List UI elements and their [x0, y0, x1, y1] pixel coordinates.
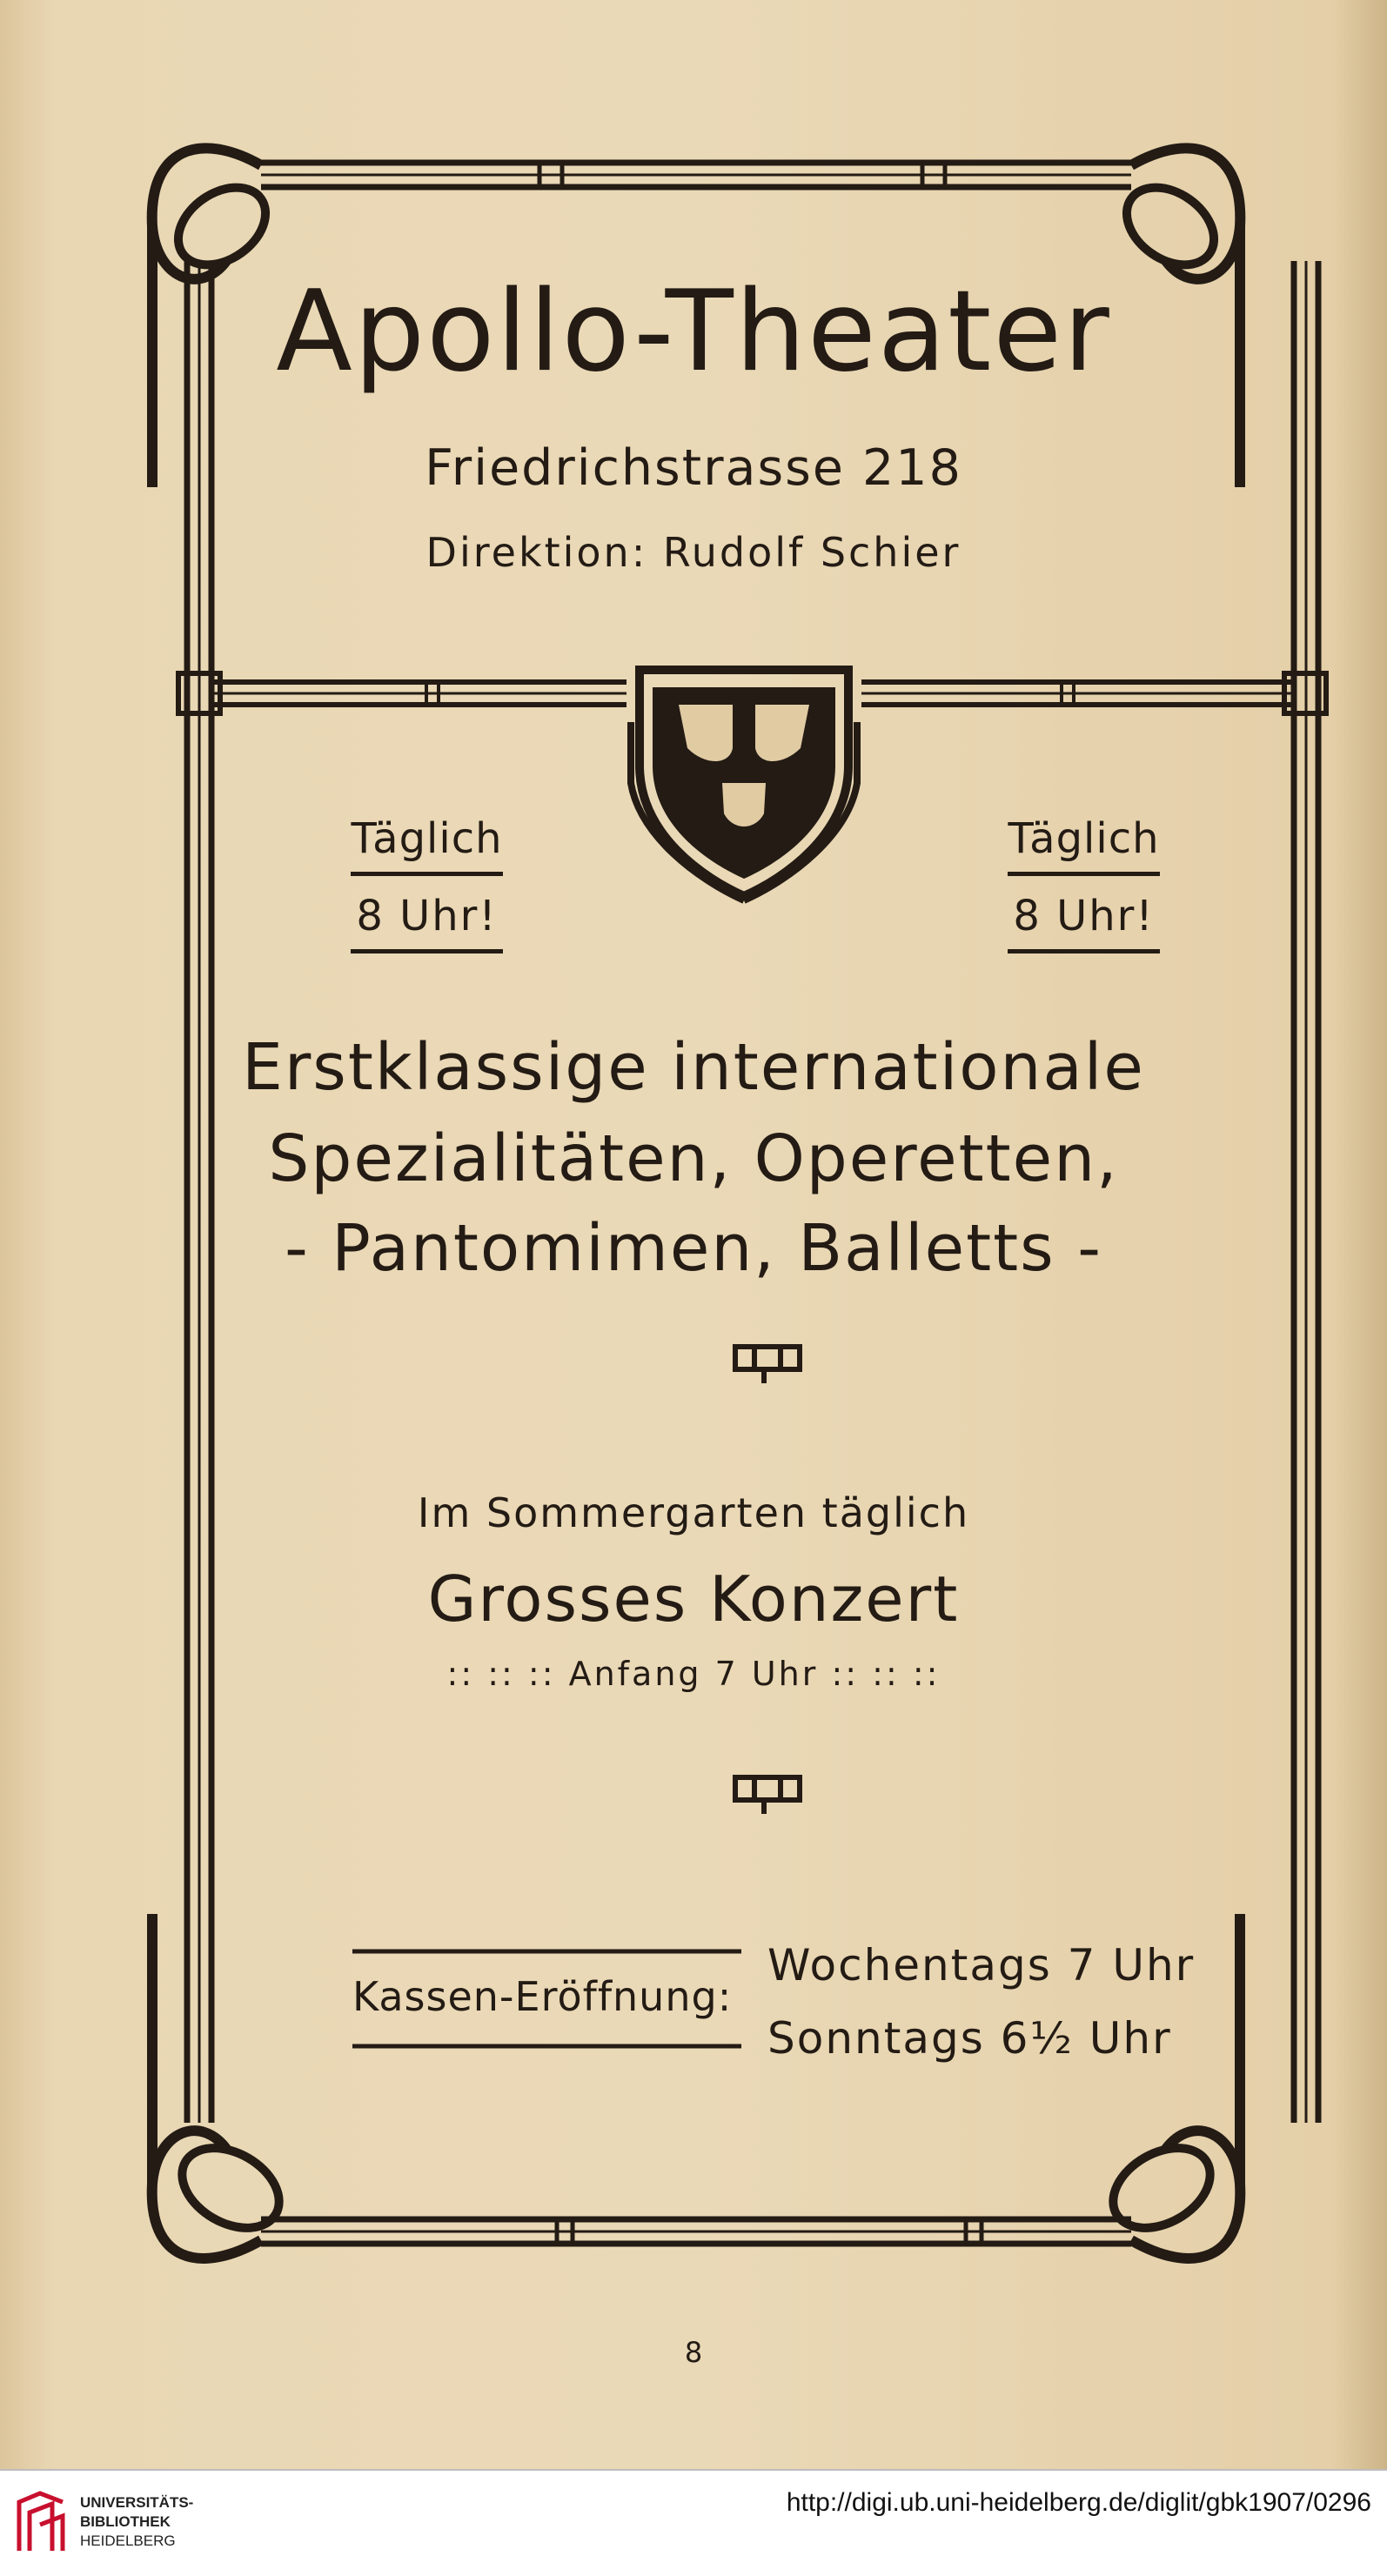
sunday-hours: Sonntags 6½ Uhr: [767, 2013, 1172, 2064]
daily-showtime-left: [351, 814, 503, 953]
library-name: [80, 2493, 193, 2551]
summer-garden-line: Im Sommergarten täglich: [417, 1489, 970, 1536]
program-line: Erstklassige internationale: [242, 1030, 1145, 1105]
shield-emblem: [631, 670, 857, 900]
source-url-link[interactable]: http://digi.ub.uni-heidelberg.de/diglit/gbk1907/0296: [786, 2488, 1371, 2517]
ornament-divider-1: [735, 1347, 800, 1383]
concert-heading: Grosses Konzert: [427, 1562, 960, 1636]
weekday-hours: Wochentags 7 Uhr: [767, 1940, 1196, 1991]
program-line: - Pantomimen, Balletts -: [285, 1211, 1102, 1286]
daily-showtime-right: [1008, 814, 1160, 953]
ornament-divider-2: [735, 1777, 800, 1814]
program-line: Spezialitäten, Operetten,: [268, 1121, 1119, 1196]
theater-title: Apollo-Theater: [276, 267, 1111, 397]
library-footer: [0, 2469, 1387, 2576]
daily-time: 8 Uhr!: [351, 876, 503, 953]
library-name-line: UNIVERSITÄTS-: [80, 2494, 194, 2511]
theater-address: Friedrichstrasse 218: [425, 439, 962, 497]
concert-start: :: :: :: Anfang 7 Uhr :: :: ::: [446, 1655, 941, 1693]
daily-label: Täglich: [351, 818, 503, 876]
theater-direction: Direktion: Rudolf Schier: [425, 529, 962, 576]
page-number: 8: [684, 2336, 703, 2369]
library-logo-icon: [14, 2490, 68, 2558]
daily-time: 8 Uhr!: [1008, 876, 1160, 953]
library-name-line: BIBLIOTHEK: [80, 2513, 171, 2530]
box-office-label: Kassen-Eröffnung:: [352, 1973, 733, 2020]
daily-label: Täglich: [1008, 818, 1160, 876]
library-name-line: HEIDELBERG: [80, 2533, 176, 2549]
